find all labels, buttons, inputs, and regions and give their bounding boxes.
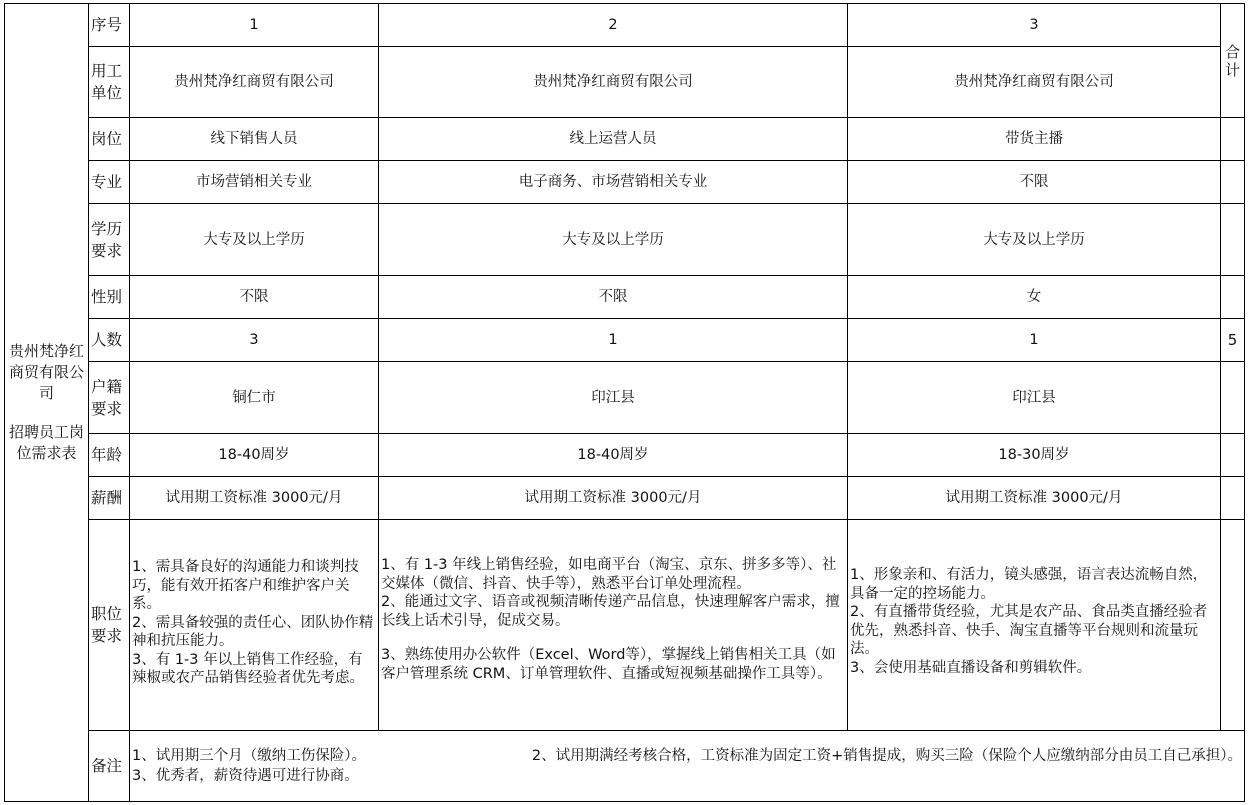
job1-salary: 试用期工资标准 3000元/月 xyxy=(130,477,379,520)
job3-major: 不限 xyxy=(848,161,1221,204)
job3-employer: 贵州梵净红商贸有限公司 xyxy=(848,47,1221,118)
label-education: 学历要求 xyxy=(89,204,130,276)
side-title: 招聘员工岗位需求表 xyxy=(8,423,84,462)
label-gender: 性别 xyxy=(89,276,130,319)
job3-salary: 试用期工资标准 3000元/月 xyxy=(848,477,1221,520)
job2-salary: 试用期工资标准 3000元/月 xyxy=(379,477,848,520)
job1-seq: 1 xyxy=(130,4,379,47)
job3-hukou: 印江县 xyxy=(848,362,1221,434)
total-header: 合计 xyxy=(1221,4,1245,118)
side-label-cell xyxy=(5,4,89,802)
job1-requirements xyxy=(130,520,379,731)
label-age: 年龄 xyxy=(89,434,130,477)
job1-position: 线下销售人员 xyxy=(130,118,379,161)
label-seq: 序号 xyxy=(89,4,130,47)
note-1: 1、试用期三个月（缴纳工伤保险）。 xyxy=(132,748,366,764)
total-empty xyxy=(1221,118,1245,161)
job2-position: 线上运营人员 xyxy=(379,118,848,161)
job2-age: 18-40周岁 xyxy=(379,434,848,477)
job1-headcount: 3 xyxy=(130,319,379,362)
job2-major: 电子商务、市场营销相关专业 xyxy=(379,161,848,204)
total-empty xyxy=(1221,434,1245,477)
label-salary: 薪酬 xyxy=(89,477,130,520)
job3-req-3: 3、会使用基础直播设备和剪辑软件。 xyxy=(850,659,1092,676)
row-notes xyxy=(5,731,1245,802)
job1-major: 市场营销相关专业 xyxy=(130,161,379,204)
row-position xyxy=(5,118,1245,161)
job1-req-3: 3、有 1-3 年以上销售工作经验，有辣椒或农产品销售经验者优先考虑。 xyxy=(132,651,364,686)
label-requirements: 职位要求 xyxy=(89,520,130,731)
job3-gender: 女 xyxy=(848,276,1221,319)
job1-employer: 贵州梵净红商贸有限公司 xyxy=(130,47,379,118)
job2-seq: 2 xyxy=(379,4,848,47)
notes-cell xyxy=(130,731,1245,802)
job3-req-1: 1、形象亲和、有活力，镜头感强，语言表达流畅自然，具备一定的控场能力。 xyxy=(850,567,1208,602)
job2-headcount: 1 xyxy=(379,319,848,362)
row-employer xyxy=(5,47,1245,118)
job1-req-2: 2、需具备较强的责任心、团队协作精神和抗压能力。 xyxy=(132,614,374,649)
row-major xyxy=(5,161,1245,204)
label-headcount: 人数 xyxy=(89,319,130,362)
job1-education: 大专及以上学历 xyxy=(130,204,379,276)
label-major: 专业 xyxy=(89,161,130,204)
job3-headcount: 1 xyxy=(848,319,1221,362)
row-requirements xyxy=(5,520,1245,731)
recruitment-table xyxy=(4,3,1245,802)
row-seq xyxy=(5,4,1245,47)
job3-seq: 3 xyxy=(848,4,1221,47)
job3-education: 大专及以上学历 xyxy=(848,204,1221,276)
row-age xyxy=(5,434,1245,477)
job1-hukou: 铜仁市 xyxy=(130,362,379,434)
total-empty xyxy=(1221,520,1245,731)
job1-gender: 不限 xyxy=(130,276,379,319)
row-education xyxy=(5,204,1245,276)
job2-hukou: 印江县 xyxy=(379,362,848,434)
note-2: 2、试用期满经考核合格，工资标准为固定工资+销售提成，购买三险（保险个人应缴纳部分由员工自己承担）。 xyxy=(531,748,1242,764)
job3-requirements xyxy=(848,520,1221,731)
notes-line-1 xyxy=(132,746,1242,766)
total-empty xyxy=(1221,276,1245,319)
row-gender xyxy=(5,276,1245,319)
job1-age: 18-40周岁 xyxy=(130,434,379,477)
job2-employer: 贵州梵净红商贸有限公司 xyxy=(379,47,848,118)
job2-req-1: 1、有 1-3 年线上销售经验，如电商平台（淘宝、京东、拼多多等）、社交媒体（微信、抖音、快手等），熟悉平台订单处理流程。 xyxy=(381,557,837,592)
job3-position: 带货主播 xyxy=(848,118,1221,161)
total-empty xyxy=(1221,161,1245,204)
total-empty xyxy=(1221,362,1245,434)
job2-req-3: 3、熟练使用办公软件（Excel、Word等），掌握线上销售相关工具（如客户管理系统 CRM、订单管理软件、直播或短视频基础操作工具等）。 xyxy=(381,647,836,682)
label-employer: 用工单位 xyxy=(89,47,130,118)
side-company: 贵州梵净红商贸有限公司 xyxy=(8,342,84,402)
total-empty xyxy=(1221,477,1245,520)
job2-req-2: 2、能通过文字、语音或视频清晰传递产品信息，快速理解客户需求，擅长线上话术引导，促成交易。 xyxy=(381,594,840,629)
job2-gender: 不限 xyxy=(379,276,848,319)
recruitment-table-sheet xyxy=(4,3,1244,802)
row-hukou xyxy=(5,362,1245,434)
row-salary xyxy=(5,477,1245,520)
job3-req-2: 2、有直播带货经验，尤其是农产品、食品类直播经验者优先，熟悉抖音、快手、淘宝直播等平台规则和流量玩法。 xyxy=(850,604,1208,657)
note-3: 3、优秀者，薪资待遇可进行协商。 xyxy=(132,768,359,784)
job1-req-1: 1、需具备良好的沟通能力和谈判技巧，能有效开拓客户和维护客户关系。 xyxy=(132,559,359,612)
label-notes: 备注 xyxy=(89,731,130,802)
total-count: 5 xyxy=(1221,319,1245,362)
job3-age: 18-30周岁 xyxy=(848,434,1221,477)
total-empty xyxy=(1221,204,1245,276)
label-position: 岗位 xyxy=(89,118,130,161)
label-hukou: 户籍要求 xyxy=(89,362,130,434)
job2-education: 大专及以上学历 xyxy=(379,204,848,276)
row-headcount xyxy=(5,319,1245,362)
job2-requirements xyxy=(379,520,848,731)
